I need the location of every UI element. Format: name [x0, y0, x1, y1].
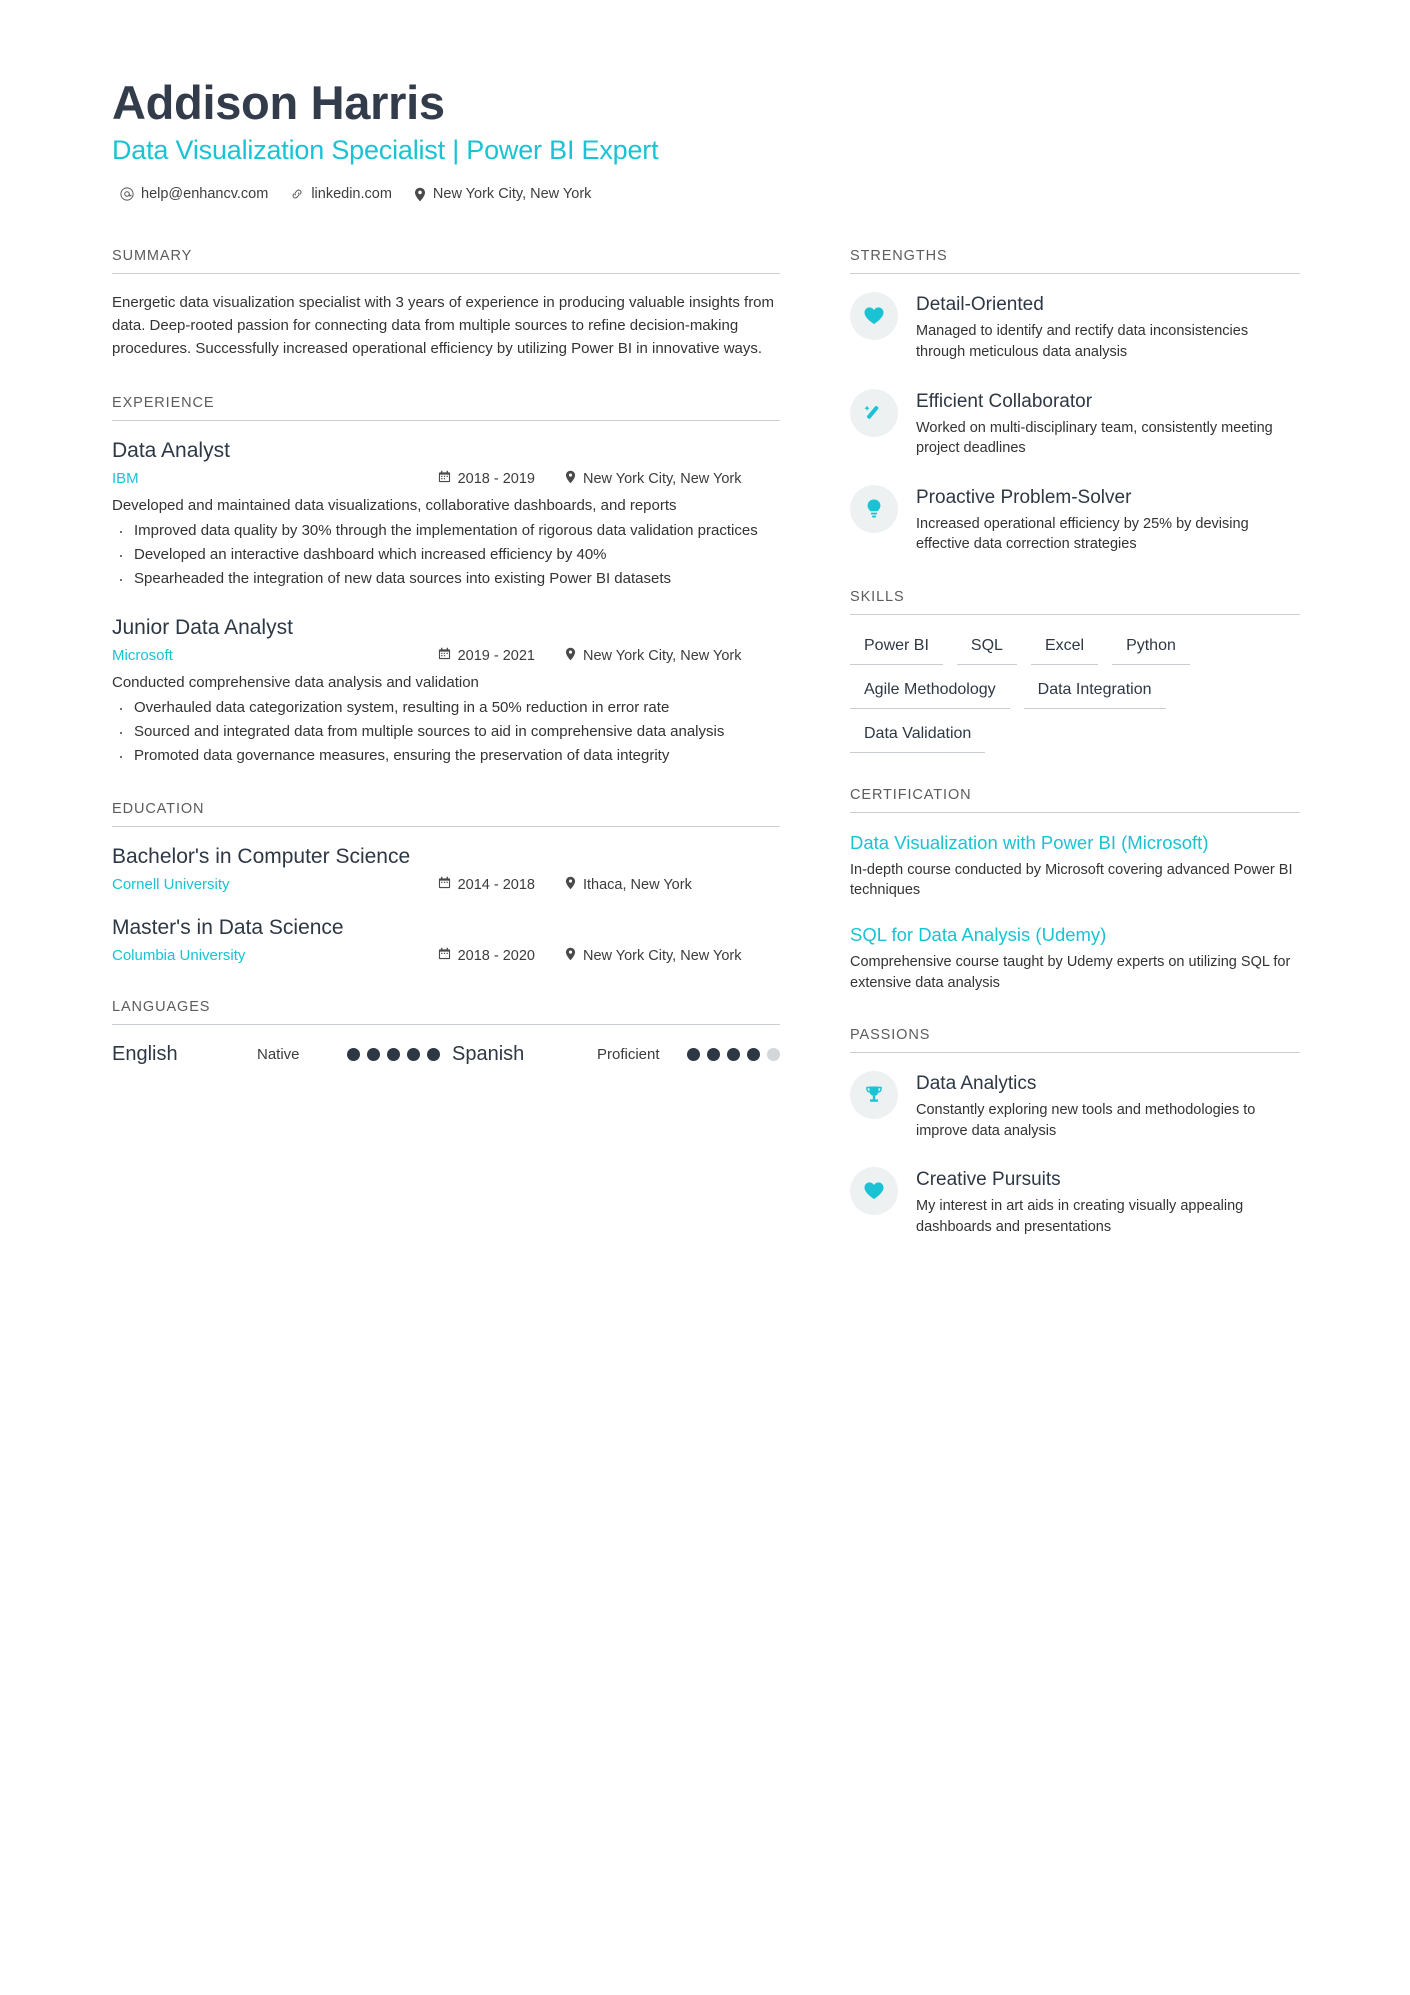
passion-item	[850, 1167, 1300, 1237]
location-pin-icon	[414, 187, 426, 202]
skills-list	[850, 633, 1300, 753]
experience-heading: EXPERIENCE	[112, 395, 780, 421]
link-icon	[290, 187, 304, 201]
calendar-icon	[438, 947, 451, 964]
strength-item	[850, 485, 1300, 555]
education-date-text: 2018 - 2020	[457, 947, 535, 964]
skill-chip: Data Validation	[850, 721, 985, 753]
education-heading: EDUCATION	[112, 801, 780, 827]
section-languages	[112, 999, 780, 1066]
strength-item	[850, 292, 1300, 362]
strength-title: Detail-Oriented	[916, 294, 1044, 316]
education-school: Columbia University	[112, 947, 246, 965]
calendar-icon	[438, 876, 451, 893]
experience-bullet: · Improved data quality by 30% through the implementation of rigorous data validation practices	[112, 520, 780, 542]
rating-dot-empty	[767, 1048, 780, 1061]
lightbulb-icon	[850, 485, 898, 533]
skill-chip: Agile Methodology	[850, 677, 1010, 709]
passion-body	[916, 1071, 1300, 1141]
heart-icon	[850, 292, 898, 340]
experience-description: Conducted comprehensive data analysis and validation	[112, 673, 479, 691]
calendar-icon	[438, 470, 451, 487]
rating-dot	[407, 1048, 420, 1061]
rating-dot	[427, 1048, 440, 1061]
contact-location	[414, 186, 592, 202]
strengths-heading: STRENGTHS	[850, 248, 1300, 274]
passion-desc: My interest in art aids in creating visually appealing dashboards and presentations	[916, 1198, 1244, 1235]
education-meta	[112, 876, 780, 894]
experience-description: Developed and maintained data visualizations, collaborative dashboards, and reports	[112, 496, 677, 514]
experience-company: IBM	[112, 470, 139, 488]
language-name: English	[112, 1042, 178, 1065]
strength-title: Proactive Problem-Solver	[916, 486, 1132, 508]
education-date-text: 2014 - 2018	[457, 876, 535, 893]
right-column	[850, 248, 1300, 1271]
summary-heading: SUMMARY	[112, 248, 780, 274]
rating-dot	[347, 1048, 360, 1061]
certification-name: Data Visualization with Power BI (Microsoft)	[850, 831, 1209, 853]
experience-meta	[112, 647, 780, 665]
left-column	[112, 248, 780, 1271]
education-location	[565, 947, 780, 965]
strength-desc: Worked on multi-disciplinary team, consistently meeting project deadlines	[916, 419, 1273, 457]
contact-linkedin-text: linkedin.com	[311, 186, 392, 203]
certification-name: SQL for Data Analysis (Udemy)	[850, 924, 1107, 946]
experience-location	[565, 470, 780, 488]
skill-chip: Data Integration	[1024, 677, 1166, 709]
rating-dot	[687, 1048, 700, 1061]
rating-dot	[707, 1048, 720, 1061]
candidate-name: Addison Harris	[112, 76, 445, 129]
location-pin-icon	[565, 647, 576, 665]
candidate-headline: Data Visualization Specialist | Power BI Expert	[112, 135, 659, 166]
location-pin-icon	[565, 470, 576, 488]
language-name: Spanish	[452, 1042, 525, 1065]
passion-title: Creative Pursuits	[916, 1169, 1061, 1191]
experience-entry	[112, 439, 780, 590]
experience-role: Junior Data Analyst	[112, 615, 293, 639]
passion-title: Data Analytics	[916, 1073, 1037, 1095]
rating-dot	[727, 1048, 740, 1061]
education-entry	[112, 845, 780, 894]
experience-role: Data Analyst	[112, 438, 230, 462]
experience-location-text: New York City, New York	[583, 470, 742, 487]
strength-title: Efficient Collaborator	[916, 390, 1093, 412]
resume-header	[112, 78, 1300, 202]
section-skills	[850, 589, 1300, 753]
experience-date-text: 2019 - 2021	[457, 647, 535, 664]
calendar-icon	[438, 647, 451, 664]
rating-dot	[387, 1048, 400, 1061]
education-location-text: Ithaca, New York	[583, 876, 692, 893]
experience-bullet: · Developed an interactive dashboard which increased efficiency by 40%	[112, 544, 780, 566]
education-degree: Master's in Data Science	[112, 915, 344, 939]
experience-bullet: · Promoted data governance measures, ensuring the preservation of data integrity	[112, 745, 780, 767]
contact-email[interactable]	[120, 186, 268, 202]
trophy-icon	[850, 1071, 898, 1119]
education-meta	[112, 947, 780, 965]
experience-bullet: · Spearheaded the integration of new data sources into existing Power BI datasets	[112, 568, 780, 590]
experience-meta	[112, 470, 780, 488]
skill-chip: Excel	[1031, 633, 1098, 665]
skill-chip: SQL	[957, 633, 1017, 665]
education-date	[438, 947, 535, 964]
education-location	[565, 876, 780, 894]
experience-entry	[112, 616, 780, 767]
experience-date-text: 2018 - 2019	[457, 470, 535, 487]
experience-location	[565, 647, 780, 665]
certification-item	[850, 831, 1300, 901]
education-location-text: New York City, New York	[583, 947, 742, 964]
rating-dot	[747, 1048, 760, 1061]
skill-chip: Python	[1112, 633, 1190, 665]
certification-desc: In-depth course conducted by Microsoft covering advanced Power BI techniques	[850, 861, 1293, 899]
languages-row	[112, 1043, 780, 1066]
experience-bullets	[112, 697, 780, 766]
passion-body	[916, 1167, 1300, 1237]
certification-item	[850, 923, 1300, 993]
resume-body	[112, 248, 1300, 1271]
certification-desc: Comprehensive course taught by Udemy experts on utilizing SQL for extensive data analysis	[850, 954, 1291, 991]
section-summary	[112, 248, 780, 360]
strength-desc: Increased operational efficiency by 25% by devising effective data correction strategies	[916, 515, 1249, 553]
passion-desc: Constantly exploring new tools and methodologies to improve data analysis	[916, 1102, 1256, 1139]
section-certification	[850, 787, 1300, 993]
strength-body	[916, 485, 1300, 555]
skills-heading: SKILLS	[850, 589, 1300, 615]
language-item	[452, 1043, 780, 1066]
education-school: Cornell University	[112, 876, 230, 894]
contact-location-text: New York City, New York	[432, 186, 592, 203]
languages-heading: LANGUAGES	[112, 999, 780, 1025]
experience-bullet: · Overhauled data categorization system, resulting in a 50% reduction in error rate	[112, 697, 780, 719]
education-degree: Bachelor's in Computer Science	[112, 844, 411, 868]
experience-date	[438, 647, 535, 664]
experience-date	[438, 470, 535, 487]
strength-desc: Managed to identify and rectify data inconsistencies through meticulous data analysis	[916, 323, 1249, 360]
contact-email-text: help@enhancv.com	[141, 186, 269, 203]
education-date	[438, 876, 535, 893]
contact-linkedin[interactable]	[290, 186, 392, 202]
summary-text: Energetic data visualization specialist with 3 years of experience in producing valuable insights from data. Deep-rooted passion for connecting data from multiple sources to refine decision-making procedures. Successfully increased operational efficiency by utilizing Power BI in innovative ways.	[112, 294, 775, 357]
skill-chip: Power BI	[850, 633, 943, 665]
magic-wand-icon	[850, 389, 898, 437]
language-item	[112, 1043, 440, 1066]
contact-row	[112, 186, 1300, 202]
language-level: Native	[257, 1045, 300, 1063]
experience-bullet: · Sourced and integrated data from multiple sources to aid in comprehensive data analysis	[112, 721, 780, 743]
rating-dot	[367, 1048, 380, 1061]
passions-heading: PASSIONS	[850, 1027, 1300, 1053]
location-pin-icon	[565, 947, 576, 965]
passion-item	[850, 1071, 1300, 1141]
strength-item	[850, 389, 1300, 459]
language-level: Proficient	[597, 1045, 660, 1063]
strength-body	[916, 292, 1300, 362]
experience-company: Microsoft	[112, 647, 173, 665]
location-pin-icon	[565, 876, 576, 894]
section-education	[112, 801, 780, 965]
section-experience	[112, 395, 780, 767]
heart-icon	[850, 1167, 898, 1215]
language-rating	[347, 1048, 440, 1061]
education-entry	[112, 916, 780, 965]
section-passions	[850, 1027, 1300, 1237]
experience-bullets	[112, 520, 780, 589]
certification-heading: CERTIFICATION	[850, 787, 1300, 813]
section-strengths	[850, 248, 1300, 554]
email-icon	[120, 187, 134, 201]
experience-location-text: New York City, New York	[583, 647, 742, 664]
strength-body	[916, 389, 1300, 459]
language-rating	[687, 1048, 780, 1061]
